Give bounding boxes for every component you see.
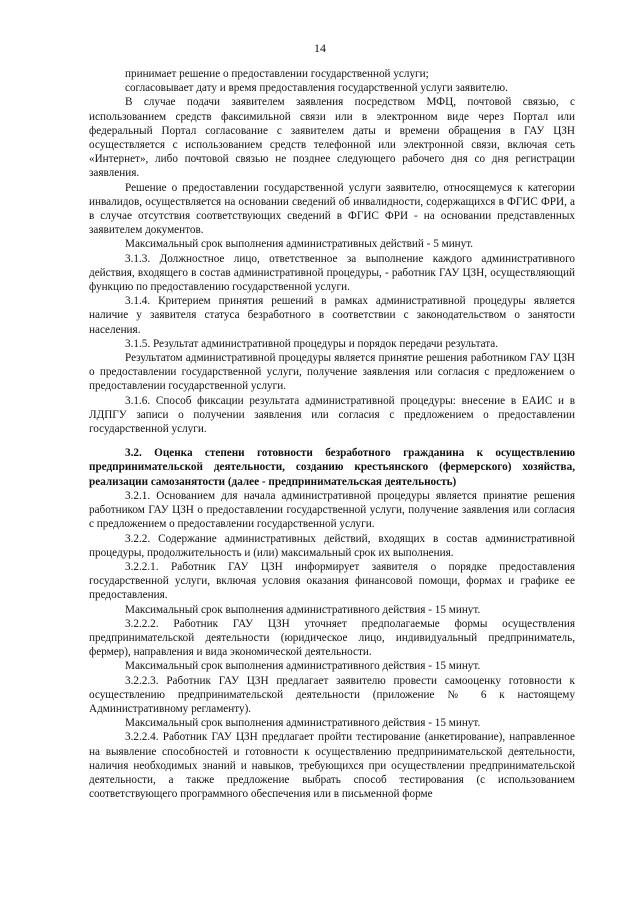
- paragraph-3-1-4: 3.1.4. Критерием принятия решений в рамках административной процедуры является наличие у заявителя статуса безработного в соответствии с законодательством о занятости населения.: [89, 295, 575, 336]
- paragraph-decision-item: принимает решение о предоставлении государственной услуги;: [125, 68, 429, 80]
- paragraph-max-time-15min-2: Максимальный срок выполнения административного действия - 15 минут.: [125, 660, 481, 673]
- paragraph-3-2-2-1: 3.2.2.1. Работник ГАУ ЦЗН информирует заявителя о порядке предоставления государственной услуги, включая условия оказания финансовой помощи, формах и графике ее предоставления.: [89, 560, 575, 602]
- paragraph-3-1-6: 3.1.6. Способ фиксации результата административной процедуры: внесение в ЕАИС и в ЛДПГУ записи о получении заявления или согласия с предложением о предоставлении государственной услуги.: [89, 394, 575, 436]
- paragraph-3-2-2-3: 3.2.2.3. Работник ГАУ ЦЗН предлагает заявителю провести самооценку готовности к осуществлению предпринимательской деятельности (приложение № 6 к настоящему Административному регламенту).: [89, 674, 575, 715]
- section-heading-3-2: 3.2. Оценка степени готовности безработного гражданина к осуществлению предпринимательской деятельности, созданию крестьянского (фермерского) хозяйства, реализации самозанятости (далее - предпринимательская деятельность): [89, 447, 575, 488]
- paragraph-3-2-2-2: 3.2.2.2. Работник ГАУ ЦЗН уточняет предполагаемые формы осуществления предпринимательской деятельности (юридическое лицо, индивидуальный предприниматель, фермер), направления и вида экономической деятельности.: [89, 617, 575, 659]
- paragraph-3-1-5: 3.1.5. Результат административной процедуры и порядок передачи результата.: [125, 337, 499, 350]
- paragraph-3-2-1: 3.2.1. Основанием для начала административной процедуры является принятие решения работником ГАУ ЦЗН о предоставлении государственной услуги, получение заявления или согласия с предложением о предоставлении государственной услуги.: [89, 489, 575, 531]
- document-body: [89, 67, 575, 801]
- paragraph-remote-application: В случае подачи заявителем заявления посредством МФЦ, почтовой связью, с использованием средств факсимильной связи или в электронном виде через Портал или федеральный Портал согласование с заявителем даты и времени обращения в ГАУ ЦЗН осуществляется с использованием средств телефонной или электронной связи, включая сеть «Интернет», либо почтовой связью не позднее следующего рабочего дня со дня регистрации заявления.: [89, 96, 575, 180]
- paragraph-agree-date-item: согласовывает дату и время предоставления государственной услуги заявителю.: [125, 82, 508, 95]
- page-number: 14: [314, 41, 326, 55]
- paragraph-3-2-2-4: 3.2.2.4. Работник ГАУ ЦЗН предлагает пройти тестирование (анкетирование), направленное на выявление способностей и готовности к осуществлению предпринимательской деятельности, наличия необходимых знаний и навыков, требующихся при осуществлении предпринимательской деятельности, а также предложение выбрать способ тестирования (с использованием соответствующего программного обеспечения или в письменной форме: [89, 731, 575, 801]
- paragraph-3-2-2: 3.2.2. Содержание административных действий, входящих в состав административной процедуры, продолжительность и (или) максимальный срок их выполнения.: [89, 532, 575, 559]
- paragraph-procedure-result: Результатом административной процедуры является принятие решения работником ГАУ ЦЗН о предоставлении государственной услуги, получение заявления или согласия с предложением о предоставлении государственной услуги.: [89, 352, 575, 393]
- paragraph-max-time-5min: Максимальный срок выполнения административных действий - 5 минут.: [125, 238, 474, 251]
- paragraph-3-1-3: 3.1.3. Должностное лицо, ответственное за выполнение каждого административного действия, входящего в состав административной процедуры, - работник ГАУ ЦЗН, осуществляющий функцию по предоставлению государственной услуги.: [89, 252, 575, 294]
- paragraph-max-time-15min-1: Максимальный срок выполнения административного действия - 15 минут.: [125, 603, 481, 616]
- paragraph-disability-decision: Решение о предоставлении государственной услуги заявителю, относящемуся к категории инвалидов, осуществляется на основании сведений об инвалидности, содержащихся в ФГИС ФРИ, а в случае отсутствия соответствующих сведений в ФГИС ФРИ - на основании представленных заявителем документов.: [89, 181, 575, 237]
- paragraph-max-time-15min-3: Максимальный срок выполнения административного действия - 15 минут.: [125, 717, 481, 730]
